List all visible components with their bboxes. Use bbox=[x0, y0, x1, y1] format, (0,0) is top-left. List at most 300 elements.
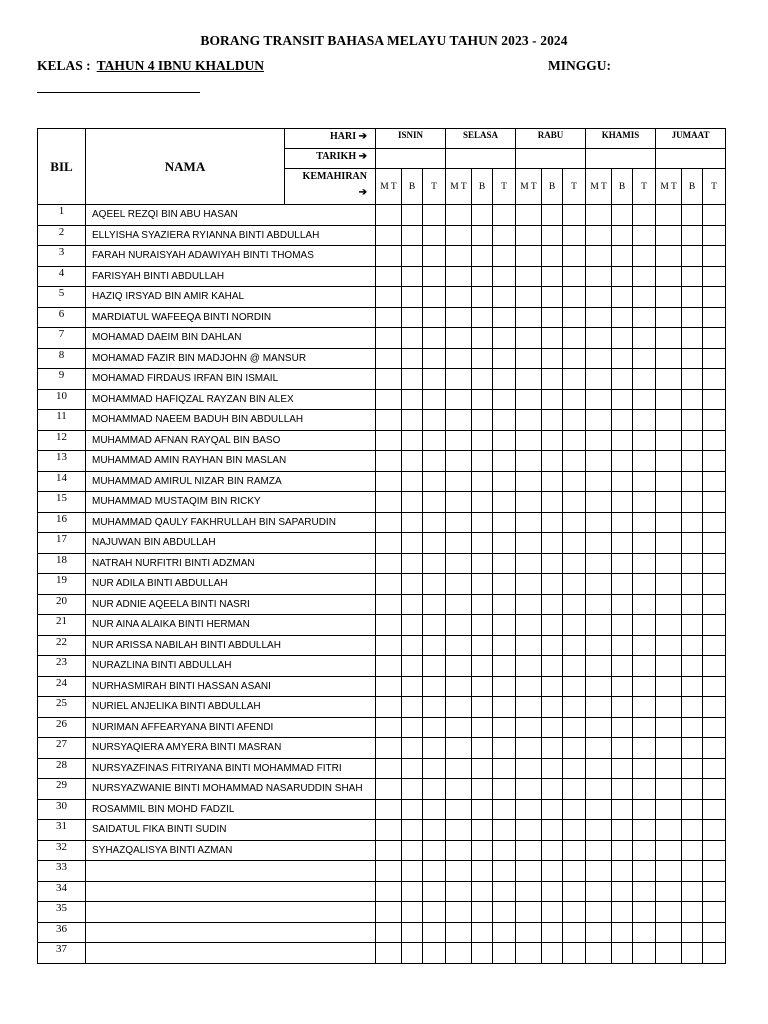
mark-cell[interactable] bbox=[516, 553, 542, 574]
mark-cell[interactable] bbox=[703, 656, 726, 677]
mark-cell[interactable] bbox=[656, 471, 682, 492]
mark-cell[interactable] bbox=[586, 881, 612, 902]
mark-cell[interactable] bbox=[563, 758, 586, 779]
mark-cell[interactable] bbox=[423, 492, 446, 513]
mark-cell[interactable] bbox=[472, 266, 493, 287]
mark-cell[interactable] bbox=[703, 369, 726, 390]
mark-cell[interactable] bbox=[516, 635, 542, 656]
tarikh-cell-rabu[interactable] bbox=[516, 149, 586, 169]
mark-cell[interactable] bbox=[493, 820, 516, 841]
mark-cell[interactable] bbox=[423, 656, 446, 677]
mark-cell[interactable] bbox=[563, 676, 586, 697]
mark-cell[interactable] bbox=[542, 738, 563, 759]
mark-cell[interactable] bbox=[472, 594, 493, 615]
mark-cell[interactable] bbox=[703, 246, 726, 267]
mark-cell[interactable] bbox=[586, 738, 612, 759]
mark-cell[interactable] bbox=[703, 881, 726, 902]
mark-cell[interactable] bbox=[612, 266, 633, 287]
mark-cell[interactable] bbox=[542, 410, 563, 431]
mark-cell[interactable] bbox=[423, 205, 446, 226]
mark-cell[interactable] bbox=[703, 225, 726, 246]
mark-cell[interactable] bbox=[376, 225, 402, 246]
mark-cell[interactable] bbox=[703, 738, 726, 759]
mark-cell[interactable] bbox=[633, 820, 656, 841]
mark-cell[interactable] bbox=[376, 307, 402, 328]
mark-cell[interactable] bbox=[703, 574, 726, 595]
mark-cell[interactable] bbox=[493, 615, 516, 636]
mark-cell[interactable] bbox=[656, 594, 682, 615]
mark-cell[interactable] bbox=[612, 328, 633, 349]
mark-cell[interactable] bbox=[542, 635, 563, 656]
mark-cell[interactable] bbox=[402, 225, 423, 246]
mark-cell[interactable] bbox=[446, 861, 472, 882]
mark-cell[interactable] bbox=[682, 758, 703, 779]
mark-cell[interactable] bbox=[612, 943, 633, 964]
mark-cell[interactable] bbox=[682, 615, 703, 636]
mark-cell[interactable] bbox=[633, 943, 656, 964]
mark-cell[interactable] bbox=[402, 840, 423, 861]
mark-cell[interactable] bbox=[472, 574, 493, 595]
mark-cell[interactable] bbox=[563, 266, 586, 287]
mark-cell[interactable] bbox=[703, 492, 726, 513]
mark-cell[interactable] bbox=[682, 779, 703, 800]
mark-cell[interactable] bbox=[376, 881, 402, 902]
mark-cell[interactable] bbox=[563, 779, 586, 800]
mark-cell[interactable] bbox=[402, 246, 423, 267]
mark-cell[interactable] bbox=[493, 758, 516, 779]
mark-cell[interactable] bbox=[563, 410, 586, 431]
mark-cell[interactable] bbox=[402, 266, 423, 287]
mark-cell[interactable] bbox=[563, 369, 586, 390]
mark-cell[interactable] bbox=[376, 861, 402, 882]
mark-cell[interactable] bbox=[656, 697, 682, 718]
mark-cell[interactable] bbox=[472, 451, 493, 472]
mark-cell[interactable] bbox=[402, 799, 423, 820]
mark-cell[interactable] bbox=[633, 389, 656, 410]
mark-cell[interactable] bbox=[493, 266, 516, 287]
mark-cell[interactable] bbox=[682, 348, 703, 369]
mark-cell[interactable] bbox=[586, 451, 612, 472]
mark-cell[interactable] bbox=[402, 205, 423, 226]
mark-cell[interactable] bbox=[376, 799, 402, 820]
mark-cell[interactable] bbox=[682, 574, 703, 595]
mark-cell[interactable] bbox=[612, 697, 633, 718]
mark-cell[interactable] bbox=[656, 615, 682, 636]
mark-cell[interactable] bbox=[423, 697, 446, 718]
mark-cell[interactable] bbox=[493, 902, 516, 923]
mark-cell[interactable] bbox=[542, 758, 563, 779]
mark-cell[interactable] bbox=[563, 389, 586, 410]
mark-cell[interactable] bbox=[542, 574, 563, 595]
mark-cell[interactable] bbox=[402, 389, 423, 410]
mark-cell[interactable] bbox=[376, 205, 402, 226]
mark-cell[interactable] bbox=[493, 594, 516, 615]
mark-cell[interactable] bbox=[516, 594, 542, 615]
mark-cell[interactable] bbox=[612, 574, 633, 595]
mark-cell[interactable] bbox=[682, 246, 703, 267]
mark-cell[interactable] bbox=[516, 738, 542, 759]
mark-cell[interactable] bbox=[402, 512, 423, 533]
mark-cell[interactable] bbox=[656, 922, 682, 943]
mark-cell[interactable] bbox=[446, 266, 472, 287]
mark-cell[interactable] bbox=[472, 533, 493, 554]
mark-cell[interactable] bbox=[563, 738, 586, 759]
mark-cell[interactable] bbox=[493, 697, 516, 718]
mark-cell[interactable] bbox=[423, 615, 446, 636]
mark-cell[interactable] bbox=[493, 840, 516, 861]
mark-cell[interactable] bbox=[376, 574, 402, 595]
mark-cell[interactable] bbox=[586, 225, 612, 246]
mark-cell[interactable] bbox=[376, 902, 402, 923]
mark-cell[interactable] bbox=[586, 676, 612, 697]
mark-cell[interactable] bbox=[682, 553, 703, 574]
mark-cell[interactable] bbox=[493, 451, 516, 472]
mark-cell[interactable] bbox=[563, 799, 586, 820]
mark-cell[interactable] bbox=[703, 328, 726, 349]
mark-cell[interactable] bbox=[446, 410, 472, 431]
mark-cell[interactable] bbox=[703, 758, 726, 779]
mark-cell[interactable] bbox=[563, 943, 586, 964]
mark-cell[interactable] bbox=[376, 471, 402, 492]
mark-cell[interactable] bbox=[446, 717, 472, 738]
mark-cell[interactable] bbox=[376, 635, 402, 656]
mark-cell[interactable] bbox=[563, 287, 586, 308]
mark-cell[interactable] bbox=[612, 676, 633, 697]
mark-cell[interactable] bbox=[656, 307, 682, 328]
mark-cell[interactable] bbox=[656, 553, 682, 574]
mark-cell[interactable] bbox=[586, 902, 612, 923]
mark-cell[interactable] bbox=[493, 389, 516, 410]
mark-cell[interactable] bbox=[423, 861, 446, 882]
mark-cell[interactable] bbox=[446, 492, 472, 513]
mark-cell[interactable] bbox=[586, 615, 612, 636]
mark-cell[interactable] bbox=[376, 348, 402, 369]
mark-cell[interactable] bbox=[472, 717, 493, 738]
mark-cell[interactable] bbox=[542, 533, 563, 554]
mark-cell[interactable] bbox=[633, 697, 656, 718]
mark-cell[interactable] bbox=[446, 943, 472, 964]
mark-cell[interactable] bbox=[682, 225, 703, 246]
mark-cell[interactable] bbox=[656, 492, 682, 513]
mark-cell[interactable] bbox=[423, 451, 446, 472]
mark-cell[interactable] bbox=[563, 635, 586, 656]
mark-cell[interactable] bbox=[612, 410, 633, 431]
mark-cell[interactable] bbox=[656, 738, 682, 759]
mark-cell[interactable] bbox=[586, 717, 612, 738]
mark-cell[interactable] bbox=[472, 225, 493, 246]
mark-cell[interactable] bbox=[542, 656, 563, 677]
mark-cell[interactable] bbox=[423, 779, 446, 800]
mark-cell[interactable] bbox=[446, 369, 472, 390]
mark-cell[interactable] bbox=[542, 943, 563, 964]
mark-cell[interactable] bbox=[612, 512, 633, 533]
mark-cell[interactable] bbox=[563, 246, 586, 267]
mark-cell[interactable] bbox=[493, 533, 516, 554]
mark-cell[interactable] bbox=[656, 840, 682, 861]
mark-cell[interactable] bbox=[656, 287, 682, 308]
mark-cell[interactable] bbox=[446, 328, 472, 349]
mark-cell[interactable] bbox=[586, 697, 612, 718]
mark-cell[interactable] bbox=[516, 779, 542, 800]
mark-cell[interactable] bbox=[633, 533, 656, 554]
mark-cell[interactable] bbox=[542, 266, 563, 287]
mark-cell[interactable] bbox=[612, 861, 633, 882]
mark-cell[interactable] bbox=[586, 758, 612, 779]
mark-cell[interactable] bbox=[493, 881, 516, 902]
mark-cell[interactable] bbox=[402, 820, 423, 841]
mark-cell[interactable] bbox=[516, 451, 542, 472]
mark-cell[interactable] bbox=[423, 902, 446, 923]
mark-cell[interactable] bbox=[563, 328, 586, 349]
mark-cell[interactable] bbox=[656, 902, 682, 923]
mark-cell[interactable] bbox=[446, 881, 472, 902]
mark-cell[interactable] bbox=[376, 779, 402, 800]
mark-cell[interactable] bbox=[586, 512, 612, 533]
mark-cell[interactable] bbox=[402, 574, 423, 595]
mark-cell[interactable] bbox=[656, 533, 682, 554]
mark-cell[interactable] bbox=[423, 533, 446, 554]
mark-cell[interactable] bbox=[376, 287, 402, 308]
mark-cell[interactable] bbox=[612, 348, 633, 369]
mark-cell[interactable] bbox=[402, 717, 423, 738]
mark-cell[interactable] bbox=[703, 553, 726, 574]
mark-cell[interactable] bbox=[682, 943, 703, 964]
mark-cell[interactable] bbox=[586, 779, 612, 800]
mark-cell[interactable] bbox=[586, 287, 612, 308]
mark-cell[interactable] bbox=[586, 656, 612, 677]
mark-cell[interactable] bbox=[656, 717, 682, 738]
mark-cell[interactable] bbox=[376, 328, 402, 349]
mark-cell[interactable] bbox=[493, 512, 516, 533]
mark-cell[interactable] bbox=[423, 594, 446, 615]
mark-cell[interactable] bbox=[656, 225, 682, 246]
mark-cell[interactable] bbox=[586, 328, 612, 349]
mark-cell[interactable] bbox=[516, 676, 542, 697]
mark-cell[interactable] bbox=[516, 492, 542, 513]
mark-cell[interactable] bbox=[493, 676, 516, 697]
mark-cell[interactable] bbox=[612, 799, 633, 820]
mark-cell[interactable] bbox=[423, 471, 446, 492]
mark-cell[interactable] bbox=[656, 799, 682, 820]
mark-cell[interactable] bbox=[682, 594, 703, 615]
mark-cell[interactable] bbox=[423, 410, 446, 431]
mark-cell[interactable] bbox=[563, 533, 586, 554]
mark-cell[interactable] bbox=[586, 307, 612, 328]
mark-cell[interactable] bbox=[402, 758, 423, 779]
mark-cell[interactable] bbox=[633, 881, 656, 902]
mark-cell[interactable] bbox=[542, 615, 563, 636]
mark-cell[interactable] bbox=[493, 492, 516, 513]
mark-cell[interactable] bbox=[493, 799, 516, 820]
mark-cell[interactable] bbox=[633, 738, 656, 759]
mark-cell[interactable] bbox=[423, 574, 446, 595]
mark-cell[interactable] bbox=[493, 205, 516, 226]
tarikh-cell-selasa[interactable] bbox=[446, 149, 516, 169]
mark-cell[interactable] bbox=[703, 635, 726, 656]
mark-cell[interactable] bbox=[656, 246, 682, 267]
mark-cell[interactable] bbox=[563, 512, 586, 533]
mark-cell[interactable] bbox=[703, 943, 726, 964]
mark-cell[interactable] bbox=[542, 881, 563, 902]
mark-cell[interactable] bbox=[376, 512, 402, 533]
mark-cell[interactable] bbox=[703, 861, 726, 882]
mark-cell[interactable] bbox=[516, 574, 542, 595]
mark-cell[interactable] bbox=[516, 656, 542, 677]
mark-cell[interactable] bbox=[612, 820, 633, 841]
mark-cell[interactable] bbox=[633, 348, 656, 369]
mark-cell[interactable] bbox=[423, 881, 446, 902]
mark-cell[interactable] bbox=[633, 307, 656, 328]
mark-cell[interactable] bbox=[633, 246, 656, 267]
mark-cell[interactable] bbox=[446, 451, 472, 472]
mark-cell[interactable] bbox=[682, 287, 703, 308]
mark-cell[interactable] bbox=[402, 594, 423, 615]
mark-cell[interactable] bbox=[703, 471, 726, 492]
mark-cell[interactable] bbox=[612, 922, 633, 943]
mark-cell[interactable] bbox=[656, 861, 682, 882]
mark-cell[interactable] bbox=[472, 861, 493, 882]
mark-cell[interactable] bbox=[493, 287, 516, 308]
mark-cell[interactable] bbox=[542, 205, 563, 226]
mark-cell[interactable] bbox=[682, 451, 703, 472]
mark-cell[interactable] bbox=[446, 471, 472, 492]
mark-cell[interactable] bbox=[423, 553, 446, 574]
mark-cell[interactable] bbox=[472, 615, 493, 636]
mark-cell[interactable] bbox=[586, 410, 612, 431]
mark-cell[interactable] bbox=[446, 553, 472, 574]
mark-cell[interactable] bbox=[472, 922, 493, 943]
mark-cell[interactable] bbox=[542, 902, 563, 923]
mark-cell[interactable] bbox=[612, 430, 633, 451]
mark-cell[interactable] bbox=[446, 697, 472, 718]
mark-cell[interactable] bbox=[423, 348, 446, 369]
mark-cell[interactable] bbox=[682, 902, 703, 923]
mark-cell[interactable] bbox=[423, 820, 446, 841]
mark-cell[interactable] bbox=[682, 861, 703, 882]
mark-cell[interactable] bbox=[656, 328, 682, 349]
mark-cell[interactable] bbox=[633, 225, 656, 246]
mark-cell[interactable] bbox=[402, 922, 423, 943]
mark-cell[interactable] bbox=[446, 287, 472, 308]
mark-cell[interactable] bbox=[703, 389, 726, 410]
mark-cell[interactable] bbox=[402, 287, 423, 308]
mark-cell[interactable] bbox=[586, 594, 612, 615]
mark-cell[interactable] bbox=[423, 840, 446, 861]
mark-cell[interactable] bbox=[542, 861, 563, 882]
tarikh-cell-isnin[interactable] bbox=[376, 149, 446, 169]
mark-cell[interactable] bbox=[612, 594, 633, 615]
mark-cell[interactable] bbox=[402, 328, 423, 349]
mark-cell[interactable] bbox=[402, 553, 423, 574]
mark-cell[interactable] bbox=[542, 676, 563, 697]
mark-cell[interactable] bbox=[586, 369, 612, 390]
mark-cell[interactable] bbox=[472, 840, 493, 861]
mark-cell[interactable] bbox=[516, 246, 542, 267]
mark-cell[interactable] bbox=[633, 287, 656, 308]
mark-cell[interactable] bbox=[423, 328, 446, 349]
mark-cell[interactable] bbox=[472, 287, 493, 308]
mark-cell[interactable] bbox=[376, 266, 402, 287]
mark-cell[interactable] bbox=[516, 225, 542, 246]
mark-cell[interactable] bbox=[612, 225, 633, 246]
mark-cell[interactable] bbox=[633, 410, 656, 431]
mark-cell[interactable] bbox=[682, 512, 703, 533]
mark-cell[interactable] bbox=[682, 389, 703, 410]
mark-cell[interactable] bbox=[586, 553, 612, 574]
mark-cell[interactable] bbox=[516, 615, 542, 636]
mark-cell[interactable] bbox=[516, 512, 542, 533]
mark-cell[interactable] bbox=[703, 410, 726, 431]
mark-cell[interactable] bbox=[472, 676, 493, 697]
mark-cell[interactable] bbox=[586, 492, 612, 513]
mark-cell[interactable] bbox=[493, 943, 516, 964]
mark-cell[interactable] bbox=[472, 553, 493, 574]
mark-cell[interactable] bbox=[612, 246, 633, 267]
mark-cell[interactable] bbox=[516, 697, 542, 718]
mark-cell[interactable] bbox=[703, 266, 726, 287]
mark-cell[interactable] bbox=[612, 615, 633, 636]
mark-cell[interactable] bbox=[633, 512, 656, 533]
mark-cell[interactable] bbox=[633, 451, 656, 472]
mark-cell[interactable] bbox=[586, 574, 612, 595]
mark-cell[interactable] bbox=[376, 533, 402, 554]
mark-cell[interactable] bbox=[423, 758, 446, 779]
mark-cell[interactable] bbox=[703, 615, 726, 636]
mark-cell[interactable] bbox=[493, 410, 516, 431]
mark-cell[interactable] bbox=[703, 840, 726, 861]
mark-cell[interactable] bbox=[516, 287, 542, 308]
mark-cell[interactable] bbox=[516, 758, 542, 779]
mark-cell[interactable] bbox=[656, 266, 682, 287]
mark-cell[interactable] bbox=[376, 553, 402, 574]
mark-cell[interactable] bbox=[682, 430, 703, 451]
mark-cell[interactable] bbox=[493, 471, 516, 492]
mark-cell[interactable] bbox=[656, 676, 682, 697]
mark-cell[interactable] bbox=[542, 328, 563, 349]
mark-cell[interactable] bbox=[612, 738, 633, 759]
mark-cell[interactable] bbox=[563, 307, 586, 328]
mark-cell[interactable] bbox=[656, 410, 682, 431]
mark-cell[interactable] bbox=[423, 246, 446, 267]
mark-cell[interactable] bbox=[446, 574, 472, 595]
mark-cell[interactable] bbox=[402, 492, 423, 513]
mark-cell[interactable] bbox=[612, 717, 633, 738]
mark-cell[interactable] bbox=[423, 389, 446, 410]
mark-cell[interactable] bbox=[446, 779, 472, 800]
mark-cell[interactable] bbox=[472, 656, 493, 677]
mark-cell[interactable] bbox=[472, 635, 493, 656]
mark-cell[interactable] bbox=[682, 205, 703, 226]
mark-cell[interactable] bbox=[516, 430, 542, 451]
mark-cell[interactable] bbox=[633, 676, 656, 697]
mark-cell[interactable] bbox=[446, 225, 472, 246]
mark-cell[interactable] bbox=[586, 840, 612, 861]
mark-cell[interactable] bbox=[446, 635, 472, 656]
mark-cell[interactable] bbox=[612, 881, 633, 902]
mark-cell[interactable] bbox=[493, 779, 516, 800]
mark-cell[interactable] bbox=[402, 881, 423, 902]
mark-cell[interactable] bbox=[376, 369, 402, 390]
mark-cell[interactable] bbox=[563, 902, 586, 923]
mark-cell[interactable] bbox=[563, 697, 586, 718]
mark-cell[interactable] bbox=[376, 594, 402, 615]
mark-cell[interactable] bbox=[516, 799, 542, 820]
mark-cell[interactable] bbox=[633, 758, 656, 779]
mark-cell[interactable] bbox=[703, 820, 726, 841]
mark-cell[interactable] bbox=[703, 533, 726, 554]
mark-cell[interactable] bbox=[542, 512, 563, 533]
mark-cell[interactable] bbox=[656, 205, 682, 226]
